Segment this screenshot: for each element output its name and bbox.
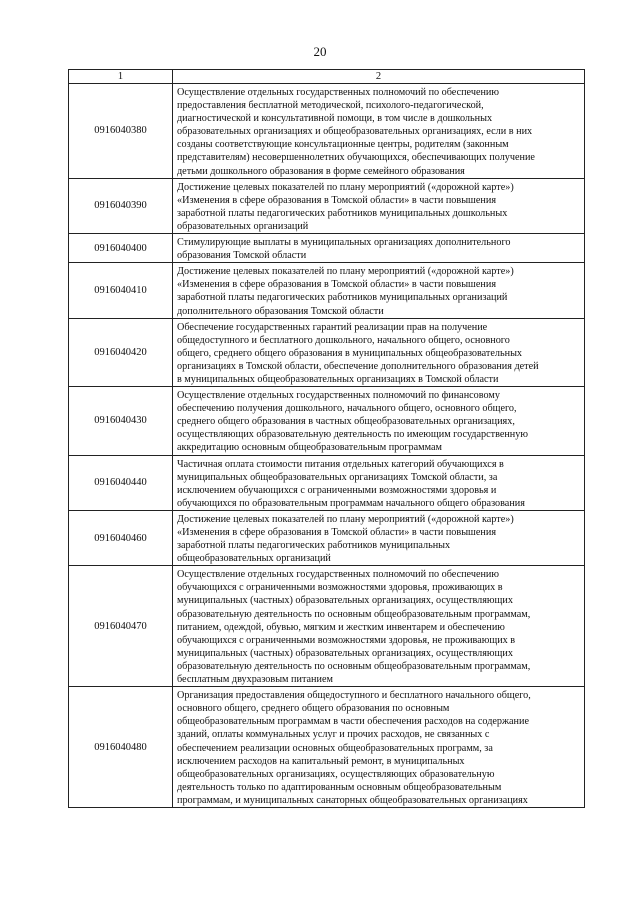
description-line: предоставления бесплатной методической, психолого-педагогической,	[177, 100, 484, 112]
budget-code-cell: 0916040410	[69, 263, 173, 318]
description-line: обеспечением реализации основных общеобразовательных программ, за	[177, 742, 493, 754]
description-line: Осуществление отдельных государственных полномочий по финансовому	[177, 390, 500, 402]
description-cell	[173, 318, 585, 386]
table-row	[69, 687, 585, 808]
description-line: созданы соответствующие консультационные центры, родителям (законным	[177, 139, 509, 151]
budget-code-cell: 0916040390	[69, 178, 173, 233]
table-row	[69, 455, 585, 510]
description-line: общеобразовательных организациях, осуществляющих образовательную	[177, 768, 495, 780]
page-number: 20	[313, 44, 327, 59]
description-line: среднего общего образования в частных общеобразовательных организациях,	[177, 416, 515, 428]
description-line: Обеспечение государственных гарантий реализации прав на получение	[177, 321, 488, 333]
budget-codes-table	[68, 69, 585, 808]
table-row	[69, 263, 585, 318]
table-row	[69, 318, 585, 386]
description-cell	[173, 566, 585, 687]
description-line: образования Томской области	[177, 250, 307, 262]
budget-code-cell: 0916040460	[69, 510, 173, 565]
description-line: Частичная оплата стоимости питания отдельных категорий обучающихся в	[177, 458, 504, 470]
description-line: Достижение целевых показателей по плану мероприятий («дорожной карте»)	[177, 181, 514, 193]
description-line: Достижение целевых показателей по плану мероприятий («дорожной карте»)	[177, 513, 514, 525]
budget-code-cell: 0916040480	[69, 687, 173, 808]
description-line: питанием, одеждой, обувью, мягким и жестким инвентарем и обеспечению	[177, 621, 505, 633]
description-line: аккредитацию основным общеобразовательным программам	[177, 442, 442, 454]
table-row	[69, 387, 585, 455]
description-line: диагностической и консультативной помощи, в том числе в дошкольных	[177, 113, 493, 125]
description-line: обучающихся с ограниченными возможностями здоровья, не проживающих в	[177, 634, 516, 646]
description-line: деятельность только по адаптированным основным общеобразовательным	[177, 781, 502, 793]
description-line: общедоступного и бесплатного дошкольного, начального общего, основного	[177, 334, 510, 346]
description-line: муниципальных (частных) образовательных организациях, осуществляющих	[177, 595, 513, 607]
budget-code-cell: 0916040470	[69, 566, 173, 687]
description-line: образовательных организаций	[177, 220, 309, 232]
description-cell	[173, 178, 585, 233]
description-line: исключением расходов на капитальный ремонт, в муниципальных	[177, 755, 465, 767]
description-line: основного общего, среднего общего образования по основным	[177, 703, 450, 715]
column-header-2: 2	[173, 70, 585, 84]
description-line: представителям) несовершеннолетних обучающихся, обеспечивающих получение	[177, 152, 535, 164]
description-cell	[173, 510, 585, 565]
description-line: обеспечению получения дошкольного, начального общего, основного общего,	[177, 403, 517, 415]
table-row	[69, 84, 585, 179]
column-header-1: 1	[69, 70, 173, 84]
description-line: детьми дошкольного образования в форме семейного образования	[177, 165, 465, 177]
description-line: организациях в Томской области, обеспечение дополнительного образования детей	[177, 360, 539, 372]
description-line: заработной платы педагогических работников муниципальных организаций	[177, 292, 508, 304]
description-line: заработной платы педагогических работников муниципальных	[177, 540, 451, 552]
description-line: Достижение целевых показателей по плану мероприятий («дорожной карте»)	[177, 266, 514, 278]
description-line: дополнительного образования Томской области	[177, 305, 384, 317]
table-row	[69, 510, 585, 565]
description-line: Осуществление отдельных государственных полномочий по обеспечению	[177, 569, 499, 581]
description-line: программам, и муниципальных санаторных общеобразовательных организациях	[177, 794, 528, 806]
description-cell	[173, 234, 585, 263]
description-line: образовательную деятельность по основным общеобразовательным программам,	[177, 660, 531, 672]
description-line: Стимулирующие выплаты в муниципальных организациях дополнительного	[177, 237, 511, 249]
description-line: муниципальных (частных) образовательных организациях, осуществляющих	[177, 647, 513, 659]
description-line: бесплатным двухразовым питанием	[177, 674, 333, 686]
budget-code-cell: 0916040380	[69, 84, 173, 179]
description-line: заработной платы педагогических работников муниципальных дошкольных	[177, 207, 508, 219]
description-line: образовательных организациях и общеобразовательных организациях, если в них	[177, 126, 533, 138]
description-line: обучающихся по образовательным программам начального общего образования	[177, 497, 525, 509]
description-cell	[173, 263, 585, 318]
budget-code-cell: 0916040430	[69, 387, 173, 455]
description-line: общего, среднего общего образования в муниципальных общеобразовательных	[177, 347, 523, 359]
table-body	[69, 84, 585, 808]
description-cell	[173, 84, 585, 179]
table-row	[69, 178, 585, 233]
description-line: «Изменения в сфере образования в Томской области» в части повышения	[177, 527, 497, 538]
description-line: «Изменения в сфере образования в Томской области» в части повышения	[177, 194, 497, 206]
table-row	[69, 566, 585, 687]
description-line: исключением обучающихся с ограниченными возможностями здоровья и	[177, 484, 497, 496]
description-line: общеобразовательным программам в части обеспечения расходов на содержание	[177, 716, 529, 728]
description-cell	[173, 687, 585, 808]
description-line: осуществляющих образовательную деятельность по имеющим государственную	[177, 429, 528, 441]
description-cell	[173, 387, 585, 455]
table-row	[69, 234, 585, 263]
description-line: «Изменения в сфере образования в Томской области» в части повышения	[177, 279, 497, 291]
budget-code-cell: 0916040400	[69, 234, 173, 263]
description-line: зданий, оплаты коммунальных услуг и прочих расходов, не связанных с	[177, 729, 490, 741]
description-cell	[173, 455, 585, 510]
budget-code-cell: 0916040440	[69, 455, 173, 510]
description-line: общеобразовательных организаций	[177, 553, 331, 565]
budget-code-cell: 0916040420	[69, 318, 173, 386]
description-line: Организация предоставления общедоступного и бесплатного начального общего,	[177, 690, 531, 702]
description-line: Осуществление отдельных государственных полномочий по обеспечению	[177, 87, 499, 98]
description-line: муниципальных общеобразовательных организациях Томской области, за	[177, 471, 498, 483]
description-line: обучающихся с ограниченными возможностями здоровья, проживающих в	[177, 582, 503, 594]
description-line: образовательную деятельность по основным общеобразовательным программам,	[177, 608, 531, 620]
description-line: в муниципальных общеобразовательных организациях в Томской области	[177, 373, 499, 385]
table-header-row	[69, 70, 585, 84]
